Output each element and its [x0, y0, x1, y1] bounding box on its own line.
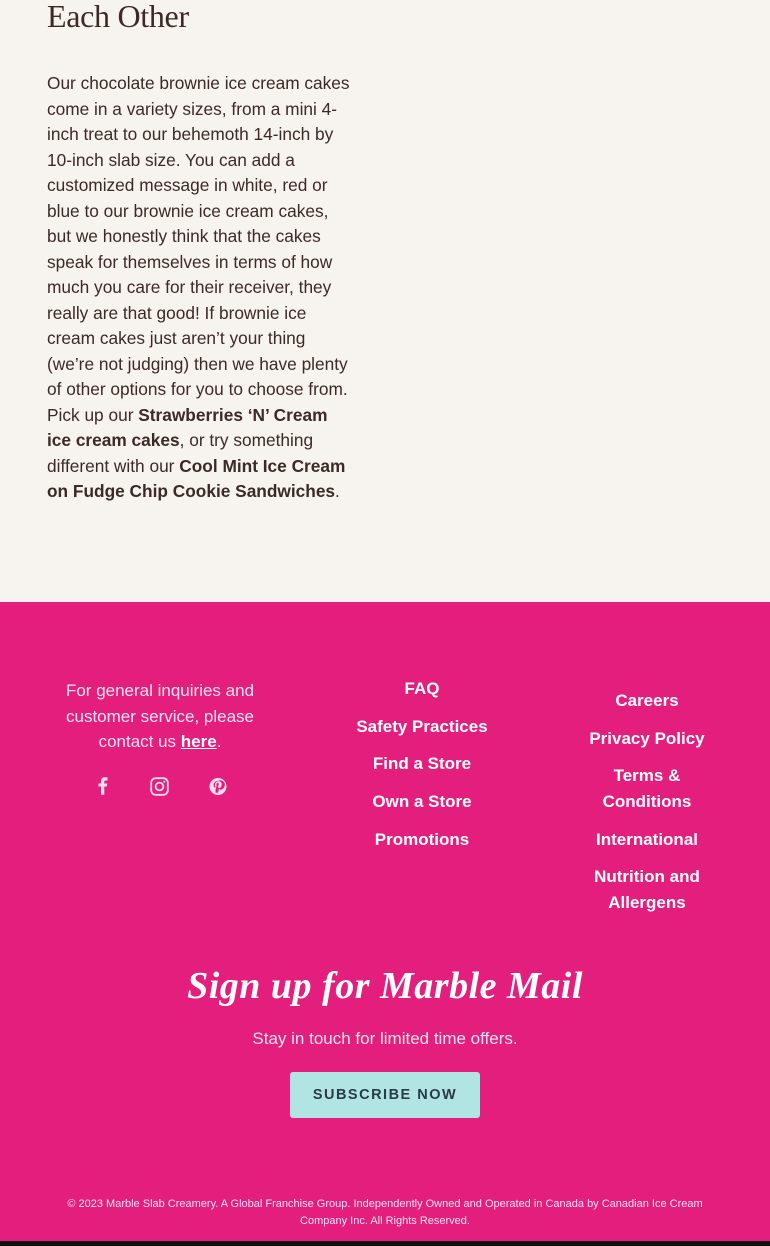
copyright-text: © 2023 Marble Slab Creamery. A Global Franchise Group. Independently Owned and Operated in Canada by Canadian Ice Cream Company Inc. All Rights Reserved.	[67, 1198, 703, 1227]
contact-info	[50, 678, 270, 755]
careers-link[interactable]: Careers	[615, 691, 679, 710]
contact-here-link[interactable]: here	[180, 732, 217, 751]
paragraph-end: .	[335, 481, 340, 501]
bottom-bar	[0, 1241, 770, 1246]
international-link[interactable]: International	[595, 829, 698, 849]
promotions-link[interactable]: Promotions	[374, 829, 470, 849]
contact-text: For general inquiries and customer service, please contact us	[65, 681, 255, 751]
subscribe-button[interactable]: SUBSCRIBE NOW	[290, 1072, 480, 1118]
terms-conditions-link[interactable]: Terms & Conditions	[602, 766, 692, 811]
newsletter-title: Sign up for Marble Mail	[187, 965, 583, 1007]
newsletter-subtitle: Stay in touch for limited time offers.	[252, 1029, 518, 1048]
footer-nav-middle	[322, 676, 522, 864]
privacy-policy-link[interactable]: Privacy Policy	[589, 728, 705, 748]
safety-practices-link[interactable]: Safety Practices	[356, 716, 488, 736]
find-a-store-link[interactable]: Find a Store	[372, 754, 472, 774]
own-a-store-link[interactable]: Own a Store	[372, 792, 472, 812]
pinterest-icon[interactable]	[209, 777, 227, 796]
section-heading: Each Other	[47, 0, 189, 34]
nutrition-allergens-link[interactable]: Nutrition and Allergens	[594, 867, 700, 912]
cool-mint-sandwiches-link[interactable]: Cool Mint Ice Cream on Fudge Chip Cookie Sandwiches	[47, 455, 346, 501]
article-paragraph	[47, 71, 352, 505]
instagram-icon[interactable]	[150, 777, 169, 796]
paragraph-mid: , or try something different with our	[47, 430, 314, 476]
facebook-icon[interactable]	[97, 777, 109, 795]
site-footer	[0, 602, 770, 1241]
social-links	[97, 774, 227, 798]
footer-nav-right	[567, 688, 727, 927]
contact-end: .	[216, 732, 222, 751]
faq-link[interactable]: FAQ	[404, 679, 440, 698]
strawberries-cakes-link[interactable]: Strawberries ‘N’ Cream ice cream cakes	[47, 404, 328, 450]
article-section	[0, 0, 770, 602]
paragraph-intro: Our chocolate brownie ice cream cakes come in a variety sizes, from a mini 4-inch treat to our behemoth 14-inch by 10-inch slab size. You can add a customized message in white, red or blue to our brownie ice cream cakes, but we honestly think that the cakes speak for themselves in terms of how much you care for their receiver, they really are that good! If brownie ice cream cakes just aren’t your thing (we’re not judging) then we have plenty of other options for you to choose from. Pick up our	[47, 73, 350, 425]
